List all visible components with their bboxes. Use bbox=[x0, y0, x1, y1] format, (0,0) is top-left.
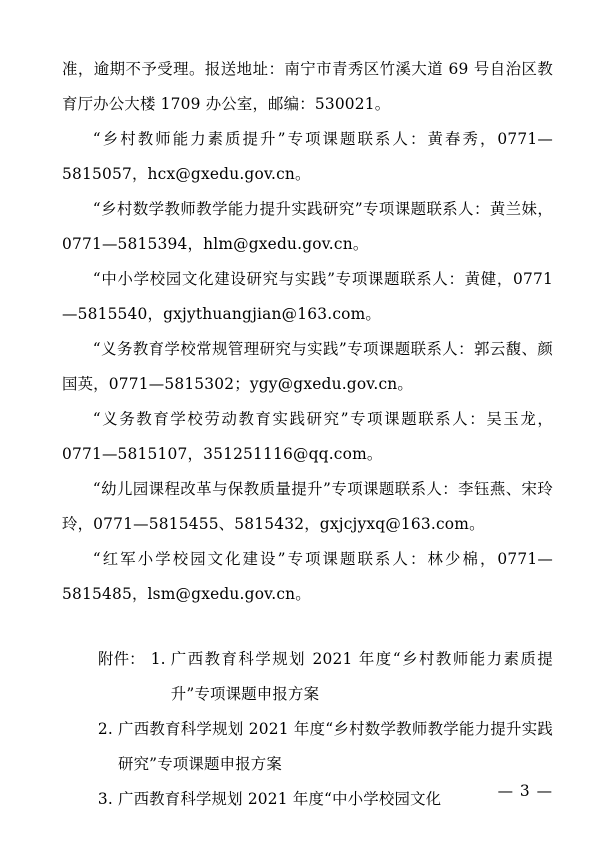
attachment-item-1 bbox=[145, 642, 553, 712]
paragraph-contact-labor-education: “义务教育学校劳动教育实践研究”专项课题联系人：吴玉龙，0771—5815107，351251116@qq.com。 bbox=[62, 410, 553, 463]
attachment-number-2: 2. bbox=[97, 720, 113, 738]
paragraph-contact-routine-management: “义务教育学校常规管理研究与实践”专项课题联系人：郭云馥、颜国英，0771—5815302；ygy@gxedu.gov.cn。 bbox=[62, 340, 553, 393]
page-number: — 3 — bbox=[497, 782, 553, 800]
attachment-number-1: 1. bbox=[150, 650, 166, 668]
document-body bbox=[62, 52, 553, 817]
paragraph-contact-rural-teacher: “乡村教师能力素质提升”专项课题联系人：黄春秀，0771—5815057，hcx@gxedu.gov.cn。 bbox=[62, 130, 553, 183]
spacer bbox=[62, 612, 553, 642]
attachment-text-1: 广西教育科学规划 2021 年度“乡村教师能力素质提升”专项课题申报方案 bbox=[170, 650, 553, 703]
paragraph-contact-campus-culture: “中小学校园文化建设研究与实践”专项课题联系人：黄健，0771—5815540，gxjythuangjian@163.com。 bbox=[62, 270, 553, 323]
attachment-first-line bbox=[62, 642, 553, 712]
paragraph-contact-red-army: “红军小学校园文化建设”专项课题联系人：林少棉，0771—5815485，lsm@gxedu.gov.cn。 bbox=[62, 550, 553, 603]
attachment-item-2 bbox=[62, 712, 553, 782]
attachment-text-3: 广西教育科学规划 2021 年度“中小学校园文化 bbox=[118, 790, 442, 808]
paragraph-address: 准，逾期不予受理。报送地址：南宁市青秀区竹溪大道 69 号自治区教育厅办公大楼 1709 办公室，邮编：530021。 bbox=[62, 60, 553, 113]
attachment-number-3: 3. bbox=[97, 790, 113, 808]
paragraph-contact-rural-math: “乡村数学教师教学能力提升实践研究”专项课题联系人：黄兰妹，0771—5815394，hlm@gxedu.gov.cn。 bbox=[62, 200, 553, 253]
paragraph-contact-kindergarten: “幼儿园课程改革与保教质量提升”专项课题联系人：李钰燕、宋玲玲，0771—5815455、5815432，gxjcjyxq@163.com。 bbox=[62, 480, 553, 533]
attachment-label: 附件： bbox=[98, 650, 145, 668]
attachment-text-2: 广西教育科学规划 2021 年度“乡村数学教师教学能力提升实践研究”专项课题申报方案 bbox=[118, 720, 553, 773]
